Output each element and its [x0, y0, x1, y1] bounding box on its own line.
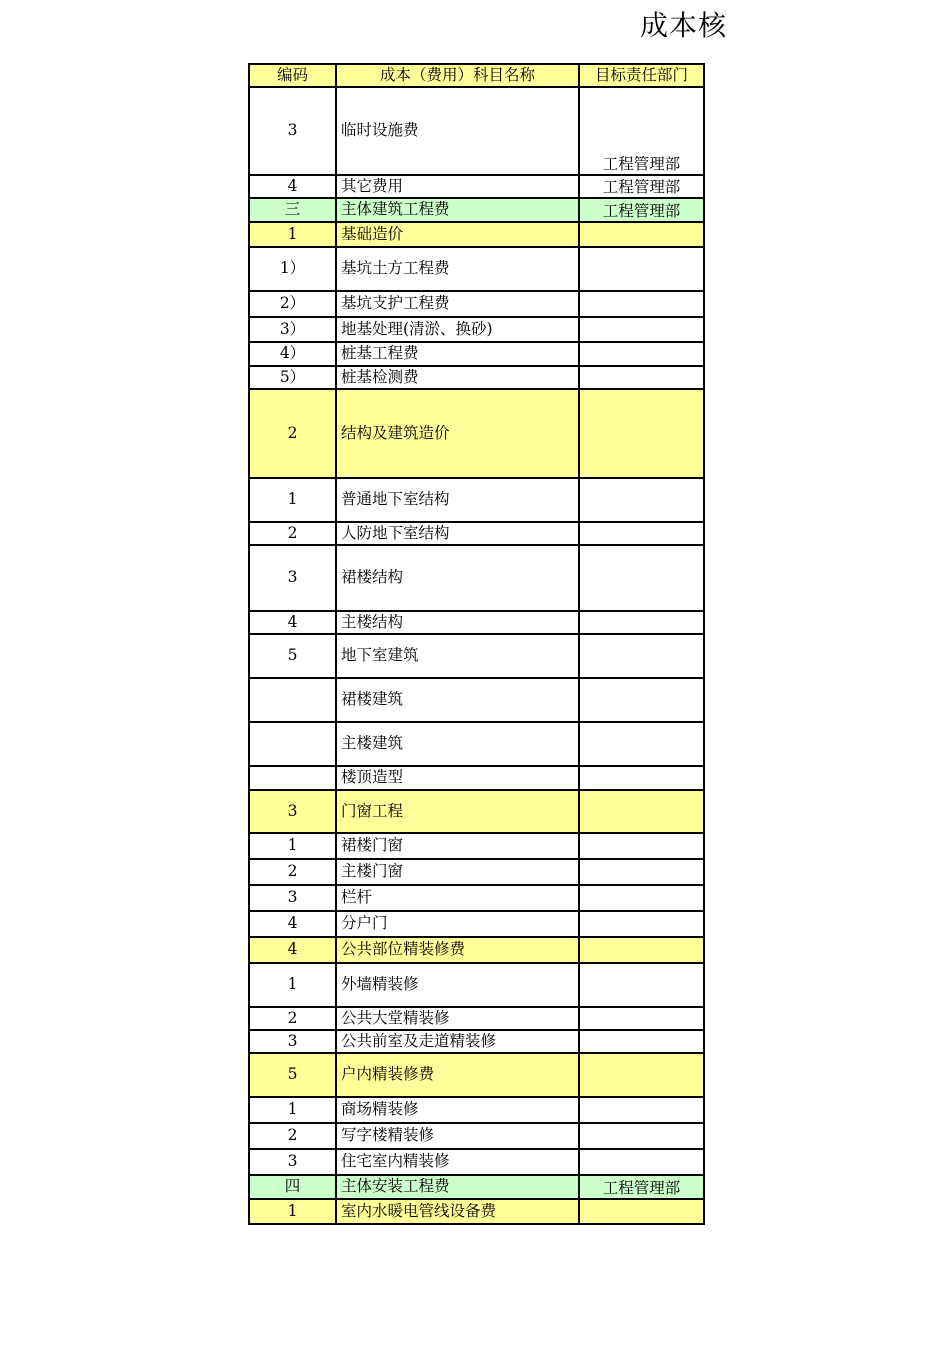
- table-row: [249, 342, 704, 366]
- table-row: [249, 175, 704, 198]
- row-code: 3: [249, 545, 336, 611]
- row-code: 三: [249, 198, 336, 222]
- row-code: 4）: [249, 342, 336, 366]
- header-code: 编码: [249, 64, 336, 87]
- row-department: [579, 222, 704, 247]
- row-department: [579, 1053, 704, 1097]
- row-code: 3: [249, 790, 336, 833]
- row-item-name: 写字楼精装修: [336, 1123, 579, 1149]
- row-department: 工程管理部: [579, 175, 704, 198]
- row-item-name: 结构及建筑造价: [336, 389, 579, 478]
- row-code: 2: [249, 1123, 336, 1149]
- row-department: [579, 885, 704, 911]
- row-item-name: 门窗工程: [336, 790, 579, 833]
- row-code: 3: [249, 885, 336, 911]
- row-code: 1: [249, 1097, 336, 1123]
- row-department: [579, 1007, 704, 1030]
- row-code: 3: [249, 87, 336, 175]
- row-department: [579, 963, 704, 1007]
- table-row: [249, 790, 704, 833]
- row-item-name: 桩基工程费: [336, 342, 579, 366]
- table-row: [249, 937, 704, 963]
- table-row: [249, 291, 704, 317]
- row-item-name: 商场精装修: [336, 1097, 579, 1123]
- row-code: 1: [249, 963, 336, 1007]
- row-department: [579, 545, 704, 611]
- row-item-name: 其它费用: [336, 175, 579, 198]
- table-row: [249, 722, 704, 766]
- row-item-name: 主体建筑工程费: [336, 198, 579, 222]
- row-department: [579, 833, 704, 859]
- table-row: [249, 317, 704, 342]
- row-item-name: 临时设施费: [336, 87, 579, 175]
- table-row: [249, 885, 704, 911]
- table-row: [249, 389, 704, 478]
- row-department: [579, 911, 704, 937]
- header-department: 目标责任部门: [579, 64, 704, 87]
- row-code: 1: [249, 478, 336, 522]
- row-department: [579, 522, 704, 545]
- header-item-name: 成本（费用）科目名称: [336, 64, 579, 87]
- table-row: [249, 1053, 704, 1097]
- table-row: [249, 366, 704, 389]
- row-item-name: 分户门: [336, 911, 579, 937]
- row-item-name: 公共前室及走道精装修: [336, 1030, 579, 1053]
- table-row: [249, 1123, 704, 1149]
- row-department: [579, 859, 704, 885]
- table-row: [249, 678, 704, 722]
- row-item-name: 裙楼结构: [336, 545, 579, 611]
- table-row: [249, 911, 704, 937]
- row-code: 4: [249, 911, 336, 937]
- row-department: [579, 291, 704, 317]
- row-item-name: 公共部位精装修费: [336, 937, 579, 963]
- table-row: [249, 247, 704, 291]
- row-department: [579, 1030, 704, 1053]
- row-department: [579, 611, 704, 634]
- row-item-name: 普通地下室结构: [336, 478, 579, 522]
- table-row: [249, 1149, 704, 1175]
- row-item-name: 室内水暖电管线设备费: [336, 1199, 579, 1224]
- row-department: [579, 937, 704, 963]
- table-row: [249, 611, 704, 634]
- row-code: 3: [249, 1149, 336, 1175]
- row-item-name: 基坑支护工程费: [336, 291, 579, 317]
- table-row: [249, 545, 704, 611]
- table-row: [249, 963, 704, 1007]
- row-code: 4: [249, 175, 336, 198]
- row-item-name: 基础造价: [336, 222, 579, 247]
- page-title: 成本核: [640, 9, 728, 42]
- row-department: 工程管理部: [579, 87, 704, 175]
- row-department: [579, 790, 704, 833]
- row-item-name: 主楼门窗: [336, 859, 579, 885]
- row-item-name: 主楼结构: [336, 611, 579, 634]
- row-item-name: 裙楼门窗: [336, 833, 579, 859]
- row-item-name: 基坑土方工程费: [336, 247, 579, 291]
- row-code: 1: [249, 222, 336, 247]
- row-department: 工程管理部: [579, 1175, 704, 1199]
- row-code: 1: [249, 833, 336, 859]
- table-row: [249, 766, 704, 790]
- row-code: 3: [249, 1030, 336, 1053]
- row-code: 2: [249, 522, 336, 545]
- row-code: 2: [249, 859, 336, 885]
- table-header-row: [249, 64, 704, 87]
- row-department: [579, 1123, 704, 1149]
- table-row: [249, 1030, 704, 1053]
- row-item-name: 栏杆: [336, 885, 579, 911]
- row-item-name: 主楼建筑: [336, 722, 579, 766]
- row-department: [579, 722, 704, 766]
- table-row: [249, 87, 704, 175]
- row-item-name: 外墙精装修: [336, 963, 579, 1007]
- row-department: [579, 1149, 704, 1175]
- cost-table: [248, 63, 705, 1225]
- row-code: 5: [249, 634, 336, 678]
- row-code: 5）: [249, 366, 336, 389]
- row-department: 工程管理部: [579, 198, 704, 222]
- row-code: 四: [249, 1175, 336, 1199]
- row-item-name: 地基处理(清淤、换砂): [336, 317, 579, 342]
- row-department: [579, 1199, 704, 1224]
- row-code: 4: [249, 937, 336, 963]
- row-department: [579, 678, 704, 722]
- row-department: [579, 634, 704, 678]
- table-row: [249, 198, 704, 222]
- row-code: 1）: [249, 247, 336, 291]
- row-code: 2: [249, 389, 336, 478]
- table-row: [249, 522, 704, 545]
- row-department: [579, 1097, 704, 1123]
- row-code: 2）: [249, 291, 336, 317]
- row-department: [579, 478, 704, 522]
- row-code: 3）: [249, 317, 336, 342]
- row-code: 2: [249, 1007, 336, 1030]
- row-code: [249, 766, 336, 790]
- row-item-name: 主体安装工程费: [336, 1175, 579, 1199]
- row-item-name: 地下室建筑: [336, 634, 579, 678]
- row-item-name: 楼顶造型: [336, 766, 579, 790]
- row-code: 4: [249, 611, 336, 634]
- row-item-name: 住宅室内精装修: [336, 1149, 579, 1175]
- table-row: [249, 833, 704, 859]
- row-department: [579, 247, 704, 291]
- table-row: [249, 634, 704, 678]
- row-item-name: 户内精装修费: [336, 1053, 579, 1097]
- table-row: [249, 478, 704, 522]
- table-row: [249, 222, 704, 247]
- row-code: 5: [249, 1053, 336, 1097]
- row-item-name: 裙楼建筑: [336, 678, 579, 722]
- row-department: [579, 342, 704, 366]
- table-row: [249, 1007, 704, 1030]
- row-department: [579, 317, 704, 342]
- row-code: [249, 678, 336, 722]
- row-item-name: 公共大堂精装修: [336, 1007, 579, 1030]
- table-row: [249, 859, 704, 885]
- row-item-name: 人防地下室结构: [336, 522, 579, 545]
- table-row: [249, 1175, 704, 1199]
- table-row: [249, 1199, 704, 1224]
- row-department: [579, 366, 704, 389]
- row-item-name: 桩基检测费: [336, 366, 579, 389]
- row-code: [249, 722, 336, 766]
- row-department: [579, 389, 704, 478]
- row-code: 1: [249, 1199, 336, 1224]
- table-row: [249, 1097, 704, 1123]
- row-department: [579, 766, 704, 790]
